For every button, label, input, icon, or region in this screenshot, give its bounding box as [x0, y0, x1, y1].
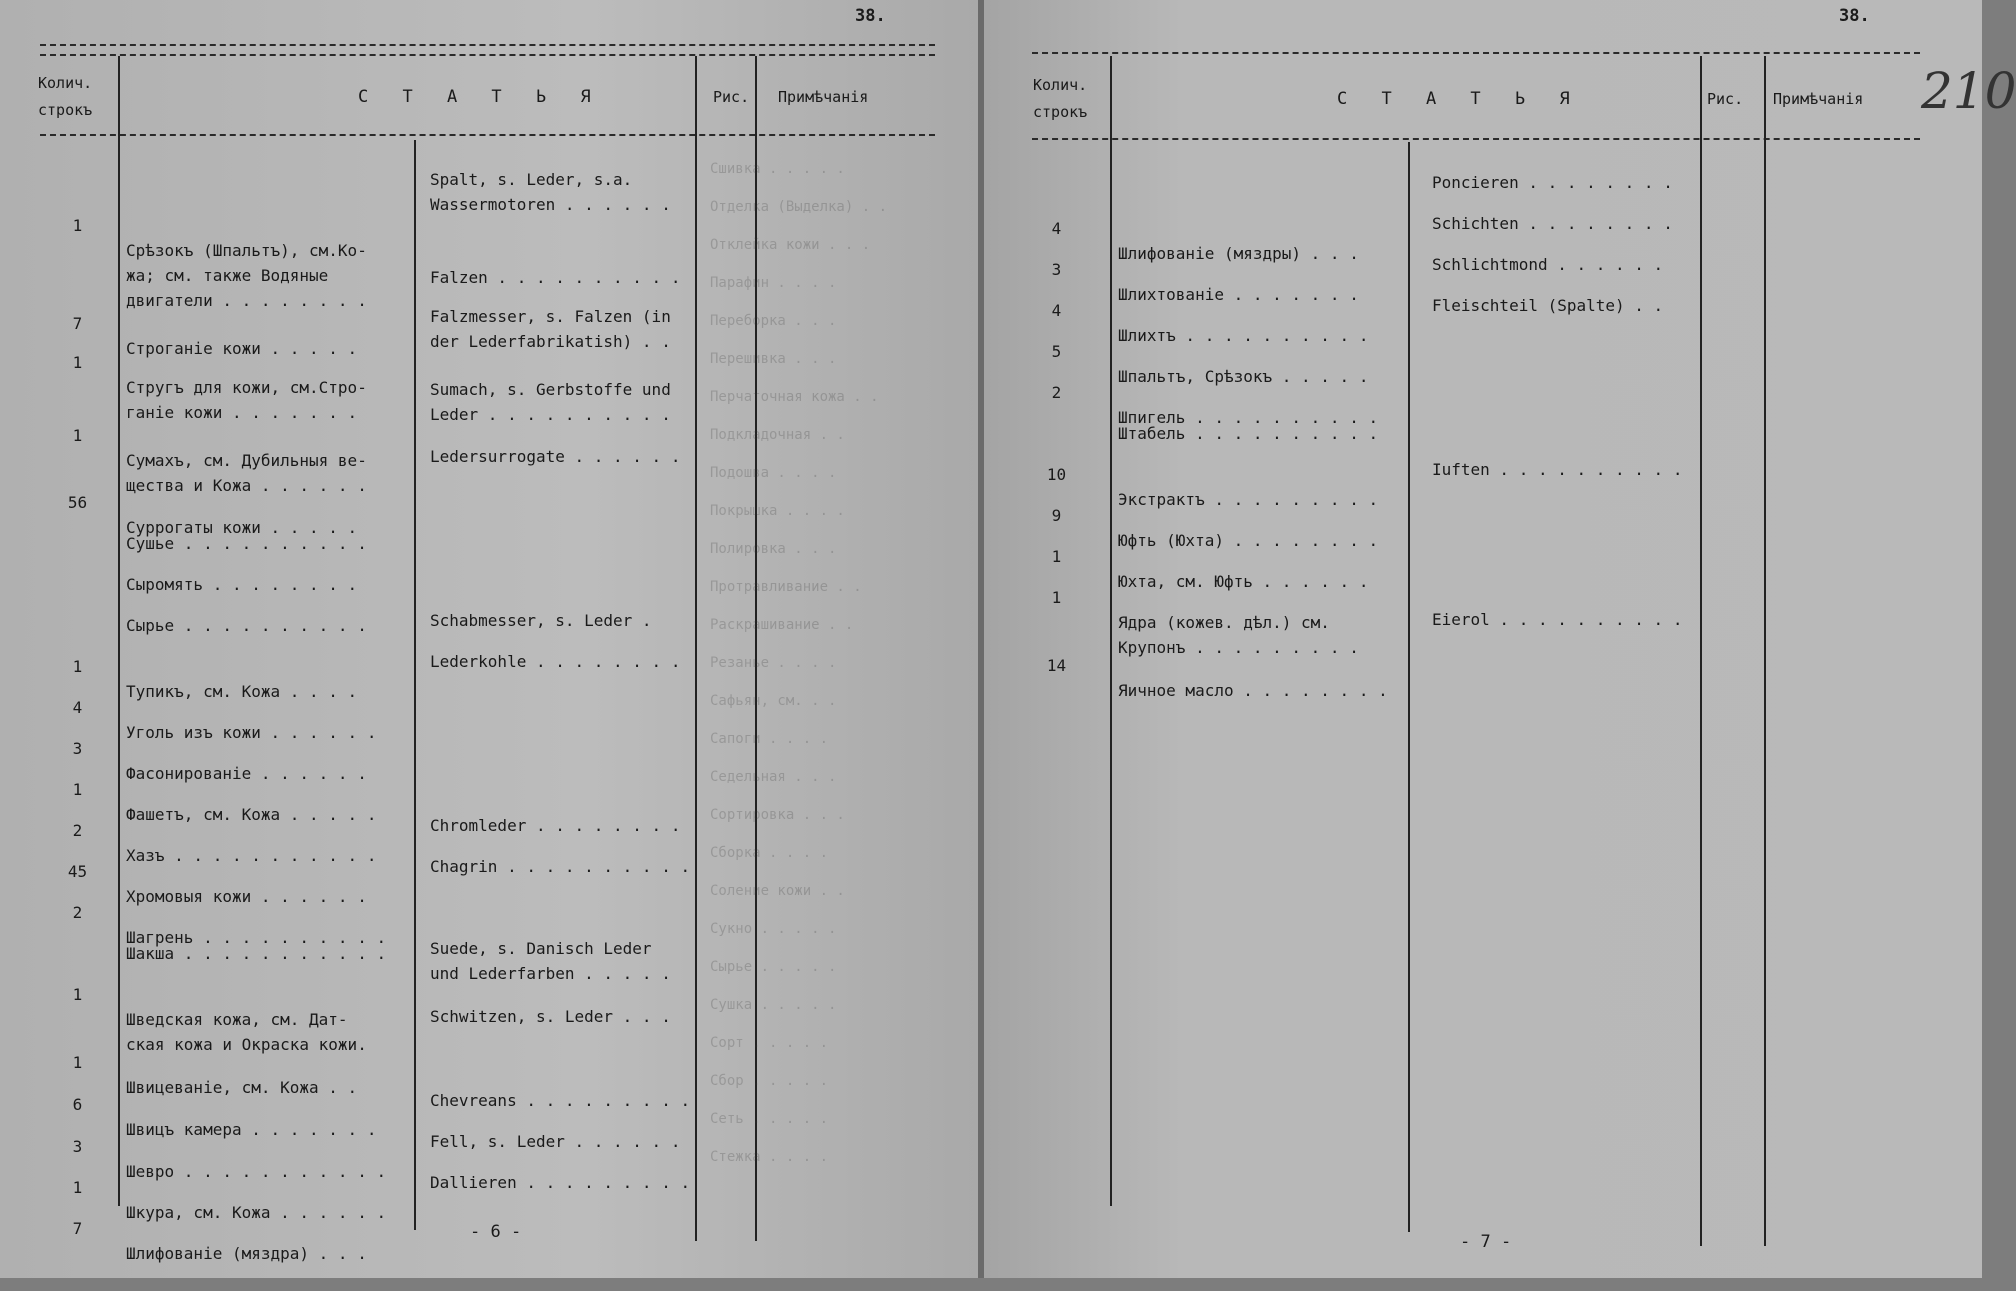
right-page — [984, 0, 2016, 1278]
header-top-rule — [1032, 52, 1920, 54]
handwritten-folio-number: 210 — [1921, 62, 2016, 120]
table-row: 3 Шлихтованіе . . . . . . . Schichten . . . . . . . . — [1051, 214, 1673, 304]
table-row: 1 Стругъ для кожи, см.Стро- ганіе кожи . . . . . . . Falzmesser, s. Falzen (in der Lederfabrikatish) . . — [72, 307, 671, 422]
page-footer: - 7 - — [1460, 1232, 1512, 1252]
header-bottom-rule — [40, 134, 935, 136]
article-header: С Т А Т Ь Я — [358, 87, 603, 107]
table-row: 1 Шведская кожа, см. Дат- ская кожа и Окраска кожи. Suede, s. Danisch Leder und Lederfarben . . . . . — [72, 939, 671, 1054]
table-row: 3 Шевро . . . . . . . . . . . Chevreans . . . . . . . . . — [72, 1091, 691, 1181]
left-page — [0, 0, 978, 1278]
table-row: 1 Фашетъ, см. Кожа . . . . . — [72, 780, 377, 824]
table-row: 4 Уголь изъ кожи . . . . . . Lederkohle . . . . . . . . — [72, 652, 681, 742]
column-divider — [1764, 56, 1766, 1246]
fig-header: Рис. — [713, 88, 750, 106]
table-row: Штабель . . . . . . . . . . — [1118, 424, 1379, 443]
column-divider — [1408, 142, 1410, 1232]
table-row: 4 Шлихтъ . . . . . . . . . . Schlichtmond . . . . . . — [1051, 255, 1664, 345]
notes-header: Примѣчанія — [778, 88, 869, 106]
header-bottom-rule — [1032, 138, 1920, 140]
table-row: 3 Фасонированіе . . . . . . — [72, 739, 367, 783]
table-row: 4 Шлифованіе (мяздры) . . . Poncieren . . . . . . . . — [1051, 173, 1673, 263]
table-row: 1 Тупикъ, см. Кожа . . . . Schabmesser, s. Leder . — [72, 611, 652, 701]
table-row: 45 Хромовыя кожи . . . . . . Chromleder . . . . . . . . — [67, 816, 681, 906]
bleed-through-text: Сшивка . . . . . Отделка (Выделка) . . Отклейка кожи . . . Парафин . . . . Переборка . . . Перешивка . . . Перчаточная кожа . . Подкладочная . . Подошва . . . . Покрышка . . . . Полировка . . . Протравливание . . Раскрашивание . . Резанье . . . . Сафьян, см. . . Сапоги . . . . Седельная . . . Сортировка . . . Сборка . . . . Соление кожи . . Сукно . . . . . Сырье . . . . . Сушка . . . . . Сорт . . . . . Сбор . . . . . Сеть . . . . . Стежка . . . . — [710, 161, 888, 1165]
table-row: 7 Строганіе кожи . . . . . Falzen . . . . . . . . . . — [72, 268, 681, 358]
table-row: 2 Шагрень . . . . . . . . . . Chagrin . . . . . . . . . . — [72, 857, 691, 947]
table-row: Сыромять . . . . . . . . — [126, 575, 358, 594]
table-row: 6 Швицъ камера . . . . . . . — [72, 1095, 377, 1139]
count-header: Колич. строкъ — [38, 74, 93, 119]
page-number: 38. — [1839, 6, 1870, 26]
table-row: Шакша . . . . . . . . . . . — [126, 944, 387, 963]
table-row: 5 Шпальтъ, Срѣзокъ . . . . . Fleischteil (Spalte) . . — [1051, 296, 1664, 386]
table-row: Сырье . . . . . . . . . . — [126, 616, 367, 635]
page-number: 38. — [855, 6, 886, 26]
notes-header: Примѣчанія — [1773, 90, 1864, 108]
fig-header: Рис. — [1707, 90, 1744, 108]
table-row: 14 Яичное масло . . . . . . . . Eierol . . . . . . . . . . — [1046, 610, 1683, 700]
table-row: 1 Ядра (кожев. дѣл.) см. Крупонъ . . . . . . . . . — [1051, 588, 1359, 657]
table-row: 1 Срѣзокъ (Шпальтъ), см.Ко- жа; см. также Водяные двигатели . . . . . . . . Spalt, s. Leder, s.a. Wassermotoren . . . . . . — [72, 170, 671, 310]
column-divider — [1110, 56, 1112, 1206]
table-row: 2 Шпигель . . . . . . . . . . — [1051, 383, 1379, 427]
table-row: 1 Юхта, см. Юфть . . . . . . — [1051, 547, 1369, 591]
column-divider — [695, 56, 697, 1241]
column-divider — [1700, 56, 1702, 1246]
table-row: 1 Сумахъ, см. Дубильныя ве- щества и Кожа . . . . . . Sumach, s. Gerbstoffe und Leder . . . . . . . . . . — [72, 380, 671, 495]
table-row: 7 Шлифованіе (мяздра) . . . Dallieren . . . . . . . . . — [72, 1173, 691, 1263]
table-row: 2 Хазъ . . . . . . . . . . . — [72, 821, 377, 865]
header-top-rule — [40, 54, 935, 56]
table-row: 10 Экстрактъ . . . . . . . . . — [1046, 465, 1379, 509]
table-row: Сушье . . . . . . . . . . — [126, 534, 367, 553]
column-divider — [118, 56, 120, 1206]
table-row: 1 Шкура, см. Кожа . . . . . . Fell, s. Leder . . . . . . — [72, 1132, 681, 1222]
count-header: Колич. строкъ — [1033, 76, 1088, 121]
page-footer: - 6 - — [470, 1222, 522, 1242]
article-header: С Т А Т Ь Я — [1337, 89, 1582, 109]
table-row: 9 Юфть (Юхта) . . . . . . . . Iuften . . . . . . . . . . — [1051, 460, 1683, 550]
table-row: 1 Швицеваніе, см. Кожа . . Schwitzen, s. Leder . . . — [72, 1007, 671, 1097]
header-top-rule — [40, 44, 935, 46]
column-divider — [414, 140, 416, 1230]
table-row: 56 Суррогаты кожи . . . . . Ledersurrogate . . . . . . — [67, 447, 681, 537]
